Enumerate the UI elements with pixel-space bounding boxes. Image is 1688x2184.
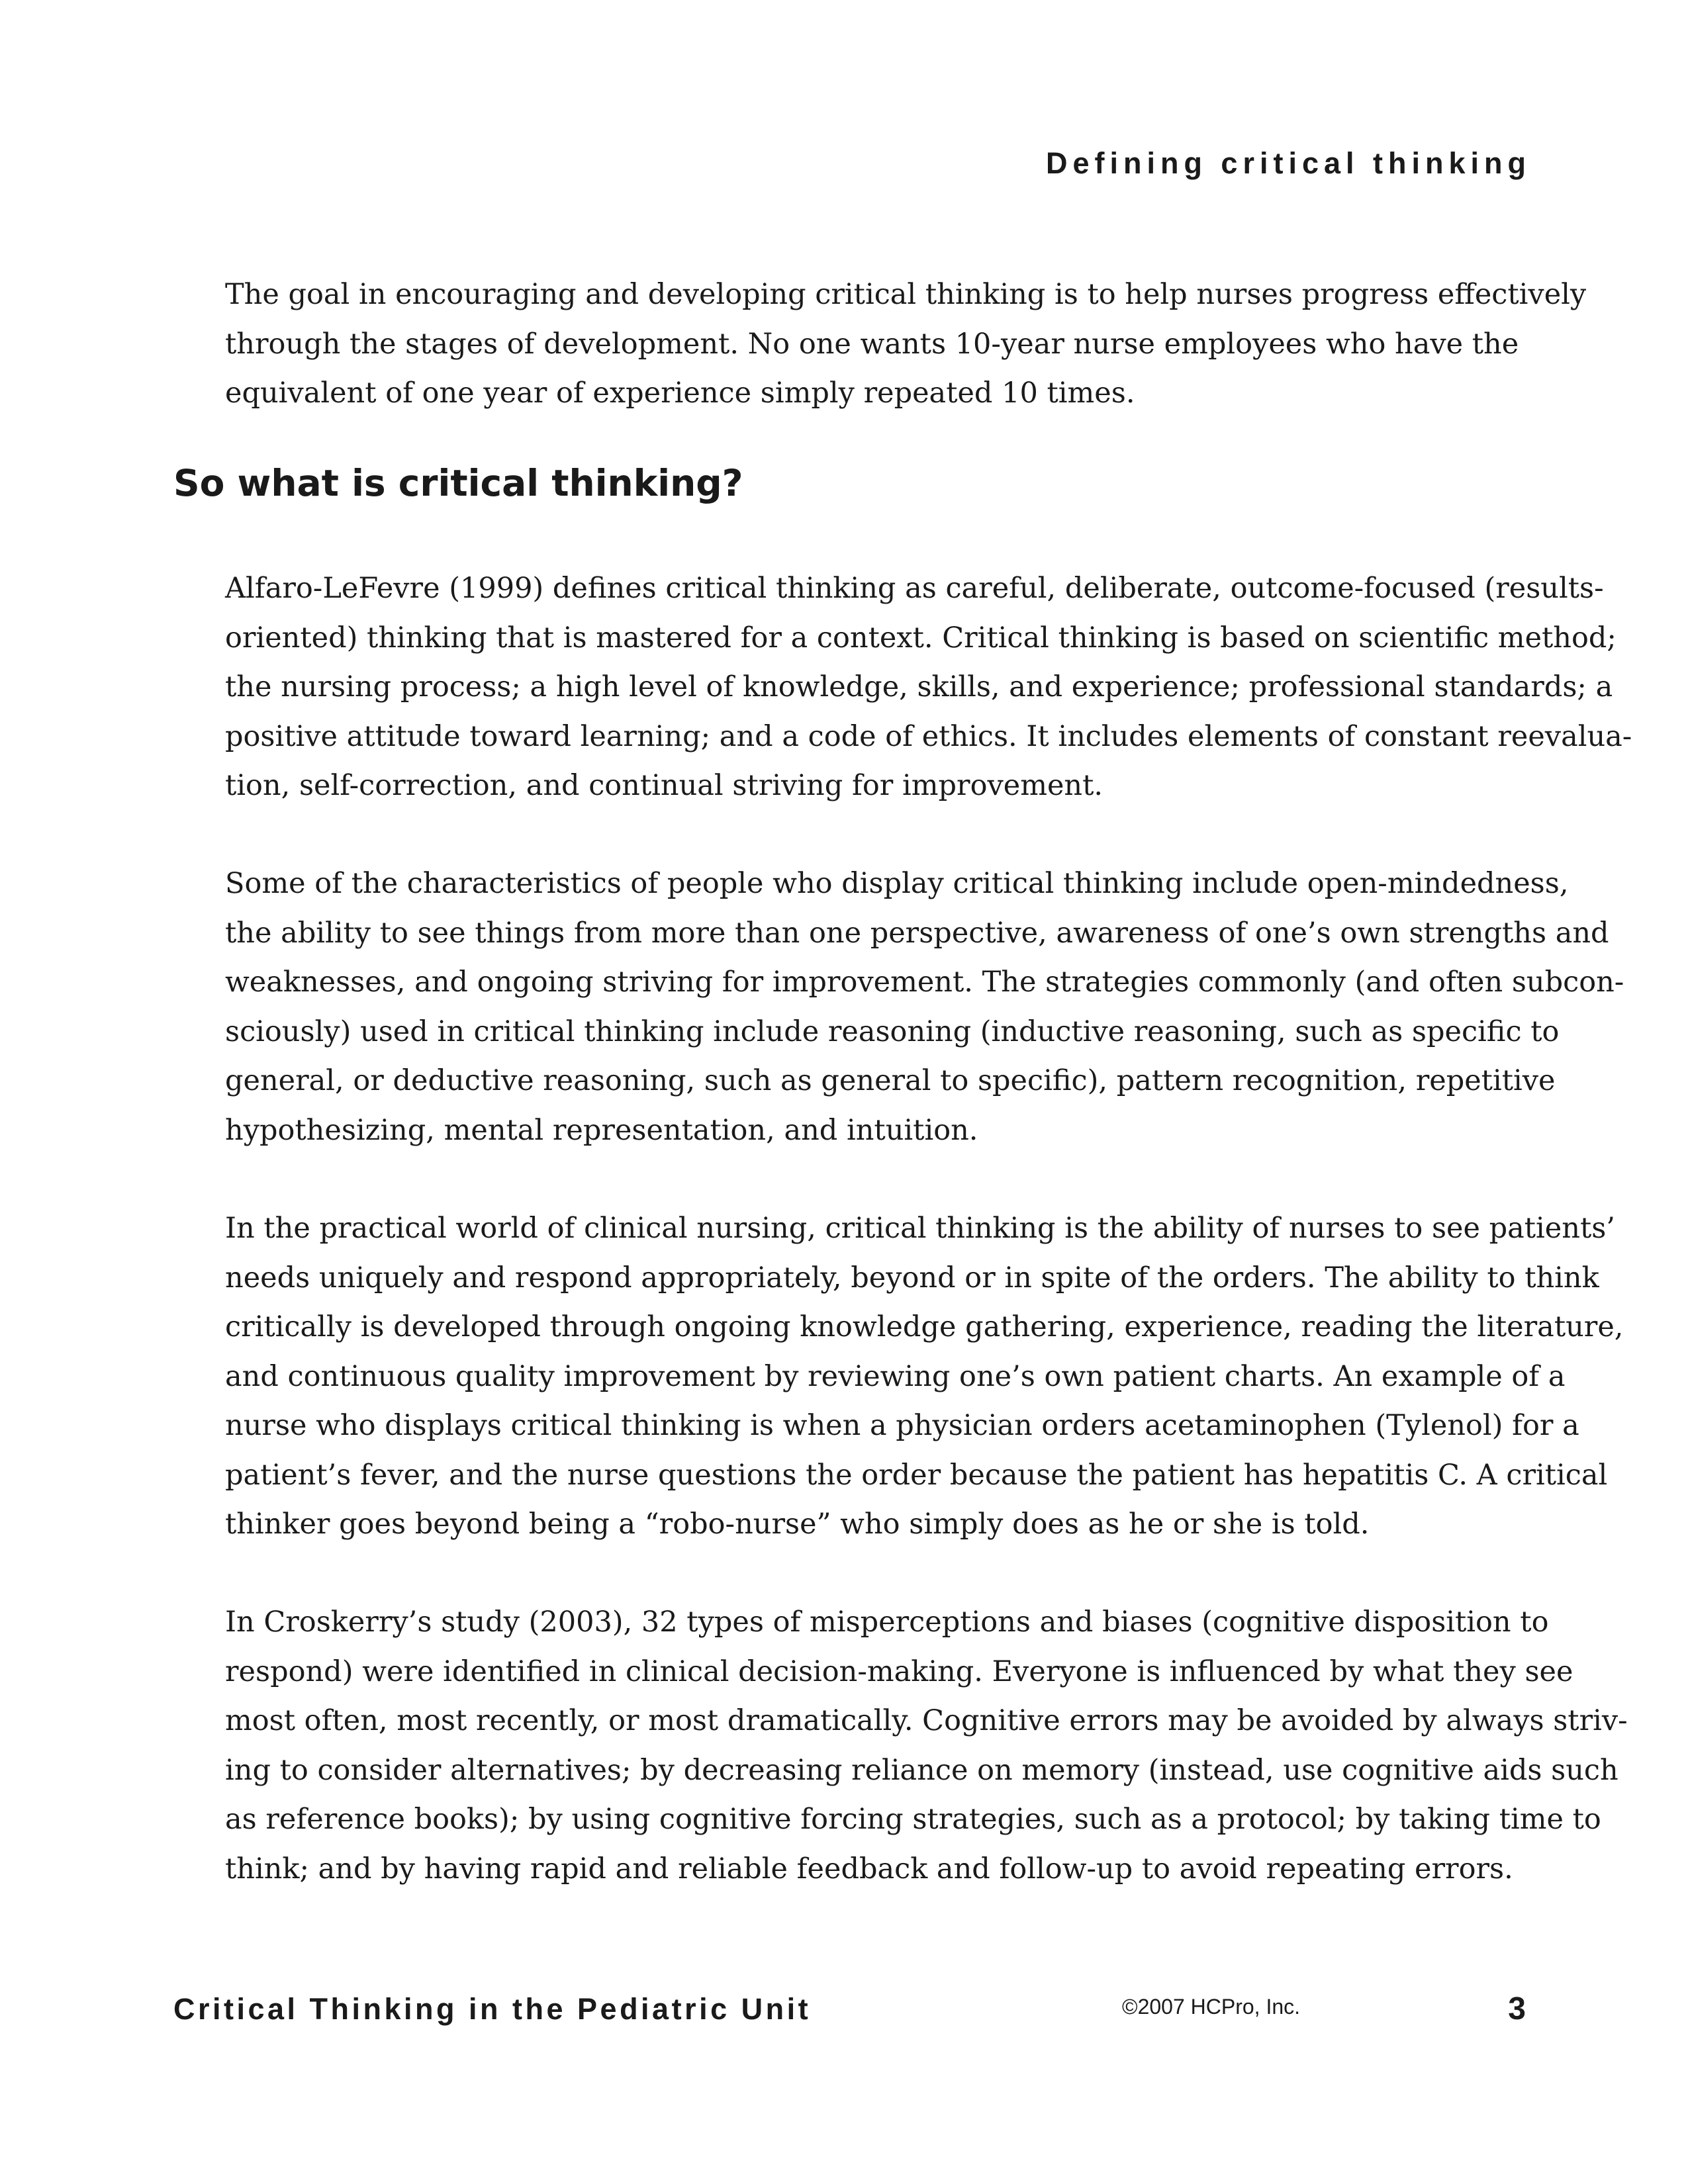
paragraph-characteristics <box>225 859 1624 1155</box>
footer-book-title: Critical Thinking in the Pediatric Unit <box>173 1992 812 2026</box>
text-line: sciously) used in critical thinking include reasoning (inductive reasoning, such as specific to <box>225 1015 1560 1048</box>
text-line: positive attitude toward learning; and a code of ethics. It includes elements of constant reevalua- <box>225 719 1632 753</box>
running-head: Defining critical thinking <box>1045 146 1531 180</box>
section-heading: So what is critical thinking? <box>173 462 743 504</box>
page-number: 3 <box>1508 1991 1526 2026</box>
text-line: needs uniquely and respond appropriately, beyond or in spite of the orders. The ability to think <box>225 1261 1599 1295</box>
text-line: equivalent of one year of experience simply repeated 10 times. <box>225 377 1135 410</box>
text-line: The goal in encouraging and developing critical thinking is to help nurses progress effectively <box>225 278 1587 311</box>
text-line: most often, most recently, or most dramatically. Cognitive errors may be avoided by always striv- <box>225 1704 1628 1737</box>
text-line: ing to consider alternatives; by decreasing reliance on memory (instead, use cognitive aids such <box>225 1753 1618 1787</box>
text-line: patient’s fever, and the nurse questions the order because the patient has hepatitis C. A critical <box>225 1458 1608 1492</box>
text-line: nurse who displays critical thinking is when a physician orders acetaminophen (Tylenol) for a <box>225 1409 1579 1442</box>
text-line: Some of the characteristics of people who display critical thinking include open-mindedness, <box>225 867 1569 900</box>
paragraph-clinical-nursing <box>225 1204 1624 1549</box>
text-line: oriented) thinking that is mastered for a context. Critical thinking is based on scientific method; <box>225 621 1617 655</box>
text-line: hypothesizing, mental representation, and intuition. <box>225 1113 978 1147</box>
text-line: Alfaro-LeFevre (1999) defines critical thinking as careful, deliberate, outcome-focused (results- <box>225 572 1604 605</box>
text-line: the ability to see things from more than one perspective, awareness of one’s own strengths and <box>225 916 1609 950</box>
text-line: general, or deductive reasoning, such as general to specific), pattern recognition, repetitive <box>225 1064 1556 1097</box>
text-line: as reference books); by using cognitive forcing strategies, such as a protocol; by taking time to <box>225 1803 1601 1836</box>
text-line: tion, self-correction, and continual striving for improvement. <box>225 769 1103 802</box>
text-line: In Croskerry’s study (2003), 32 types of misperceptions and biases (cognitive disposition to <box>225 1606 1549 1639</box>
text-line: critically is developed through ongoing knowledge gathering, experience, reading the literature, <box>225 1310 1624 1343</box>
text-line: respond) were identified in clinical decision-making. Everyone is influenced by what they see <box>225 1655 1573 1688</box>
text-line: thinker goes beyond being a “robo-nurse” who simply does as he or she is told. <box>225 1508 1370 1541</box>
text-line: think; and by having rapid and reliable feedback and follow-up to avoid repeating errors. <box>225 1852 1513 1886</box>
text-line: through the stages of development. No one wants 10-year nurse employees who have the <box>225 327 1519 361</box>
footer-copyright: ©2007 HCPro, Inc. <box>1122 1995 1301 2019</box>
text-line: In the practical world of clinical nursing, critical thinking is the ability of nurses to see patients’ <box>225 1212 1615 1245</box>
paragraph-definition <box>225 564 1632 811</box>
text-line: the nursing process; a high level of knowledge, skills, and experience; professional standards; a <box>225 670 1613 704</box>
paragraph-croskerry <box>225 1598 1628 1893</box>
text-line: and continuous quality improvement by reviewing one’s own patient charts. An example of a <box>225 1359 1566 1393</box>
text-line: weaknesses, and ongoing striving for improvement. The strategies commonly (and often subcon- <box>225 966 1624 999</box>
intro-paragraph <box>225 270 1587 418</box>
